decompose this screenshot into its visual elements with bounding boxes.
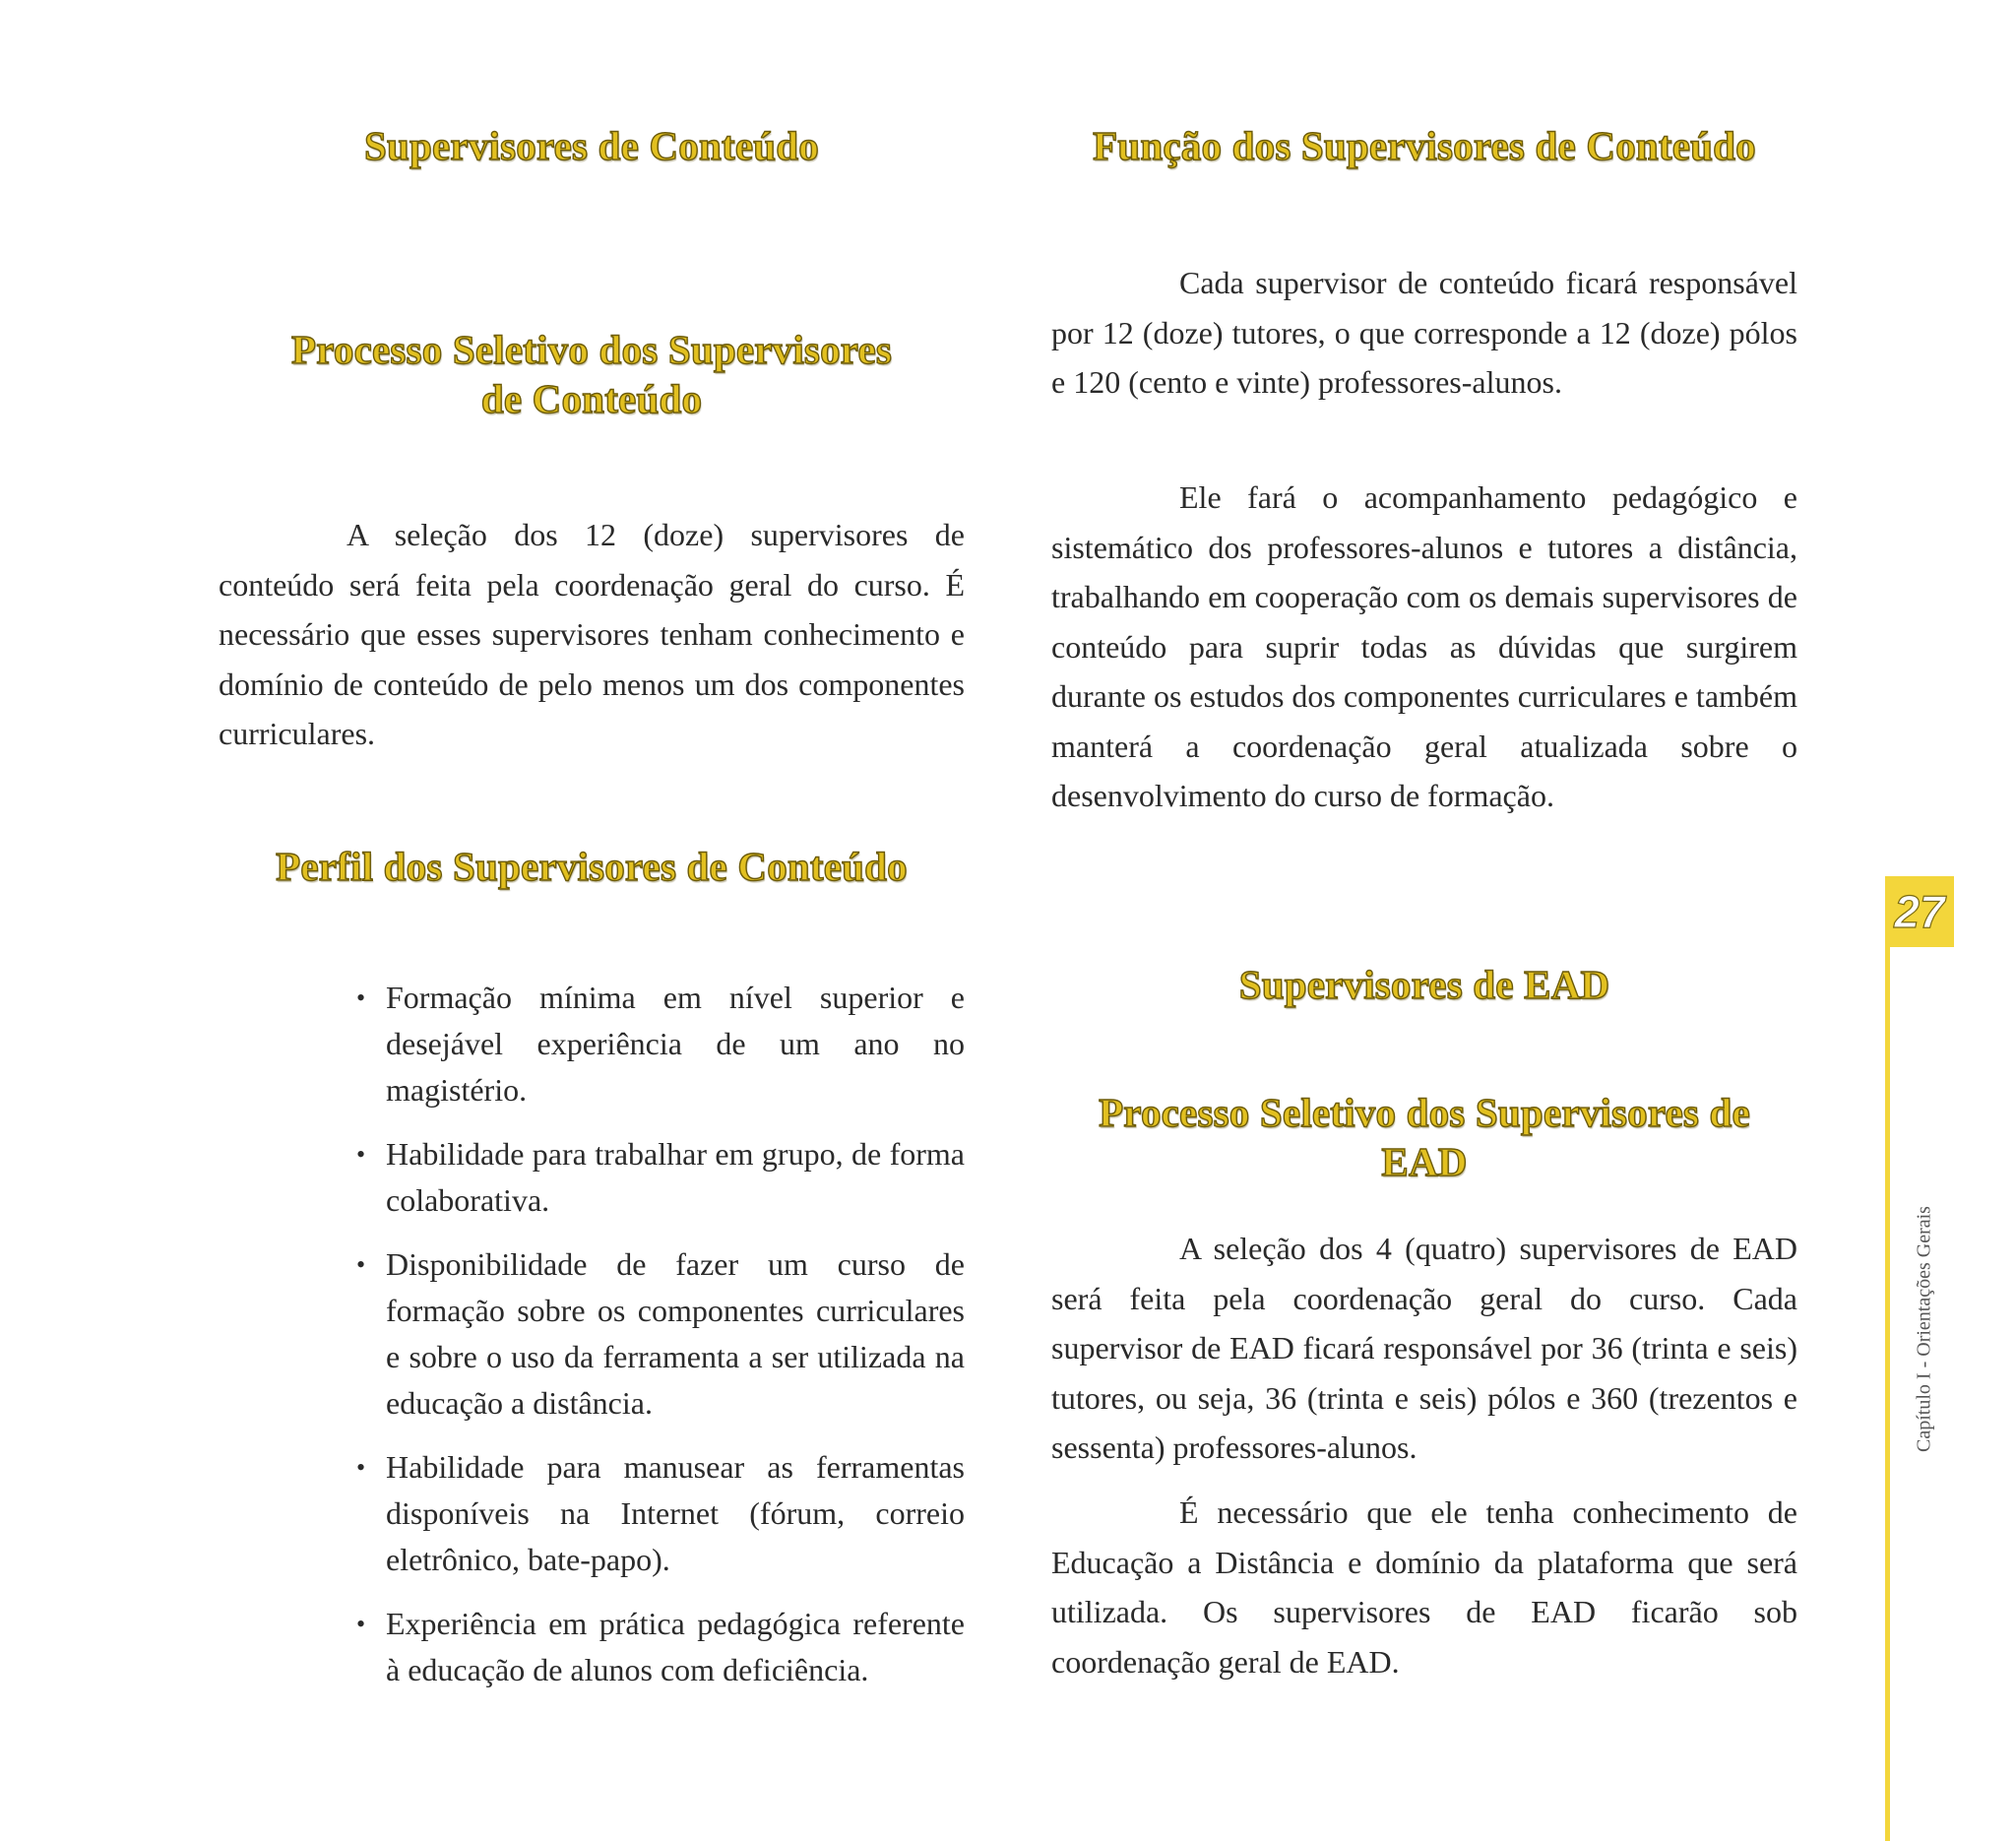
paragraph-ead-1: A seleção dos 4 (quatro) supervisores de EAD será feita pela coordenação geral do curso. Cada supervisor de EAD ficará responsável por 36 (trinta e seis) tutores, ou seja, 36 (trinta e seis) pólos e 360 (trezentos e sessenta) professores-alunos. <box>1051 1231 1797 1465</box>
list-item: • Experiência em prática pedagógica referente à educação de alunos com deficiência. <box>350 1601 965 1693</box>
paragraph-funcao-2: Ele fará o acompanhamento pedagógico e sistemático dos professores-alunos e tutores a distância, trabalhando em cooperação com os demais supervisores de conteúdo para suprir todas as dúvidas que surgirem durante os estudos dos componentes curriculares e também manterá a coordenação geral atualizada sobre o desenvolvimento do curso de formação. <box>1051 479 1797 813</box>
profile-list <box>350 975 965 1711</box>
paragraph-ead-2: É necessário que ele tenha conhecimento de Educação a Distância e domínio da plataforma que será utilizada. Os supervisores de EAD ficarão sob coordenação geral de EAD. <box>1051 1494 1797 1680</box>
paragraph-selecao-conteudo: A seleção dos 12 (doze) supervisores de conteúdo será feita pela coordenação geral do curso. É necessário que esses supervisores tenham conhecimento e domínio de conteúdo de pelo menos um dos componentes curriculares. <box>219 517 965 751</box>
page-number: 27 <box>1894 886 1945 937</box>
heading-processo-seletivo-ead: Processo Seletivo dos Supervisores de EAD <box>1099 1090 1750 1184</box>
section-title-supervisores-ead: Supervisores de EAD <box>1238 962 1610 1007</box>
list-item: • Formação mínima em nível superior e desejável experiência de um ano no magistério. <box>350 975 965 1113</box>
section-title-supervisores-conteudo: Supervisores de Conteúdo <box>364 123 819 168</box>
heading-processo-seletivo-conteudo: Processo Seletivo dos Supervisores de Conteúdo <box>290 327 892 421</box>
heading-perfil-supervisores: Perfil dos Supervisores de Conteúdo <box>276 844 908 889</box>
side-rule <box>1885 947 1890 1841</box>
list-item: • Disponibilidade de fazer um curso de formação sobre os componentes curriculares e sobre o uso da ferramenta a ser utilizada na educação a distância. <box>350 1241 965 1427</box>
list-item: • Habilidade para manusear as ferramentas disponíveis na Internet (fórum, correio eletrônico, bate-papo). <box>350 1444 965 1583</box>
list-item: • Habilidade para trabalhar em grupo, de forma colaborativa. <box>350 1131 965 1224</box>
paragraph-funcao-1: Cada supervisor de conteúdo ficará responsável por 12 (doze) tutores, o que corresponde a 12 (doze) pólos e 120 (cento e vinte) professores-alunos. <box>1051 265 1797 400</box>
chapter-label: Capítulo I - Orientações Gerais <box>1913 1206 1935 1452</box>
heading-funcao-supervisores: Função dos Supervisores de Conteúdo <box>1093 123 1756 168</box>
page-number-tab <box>1885 876 1954 947</box>
